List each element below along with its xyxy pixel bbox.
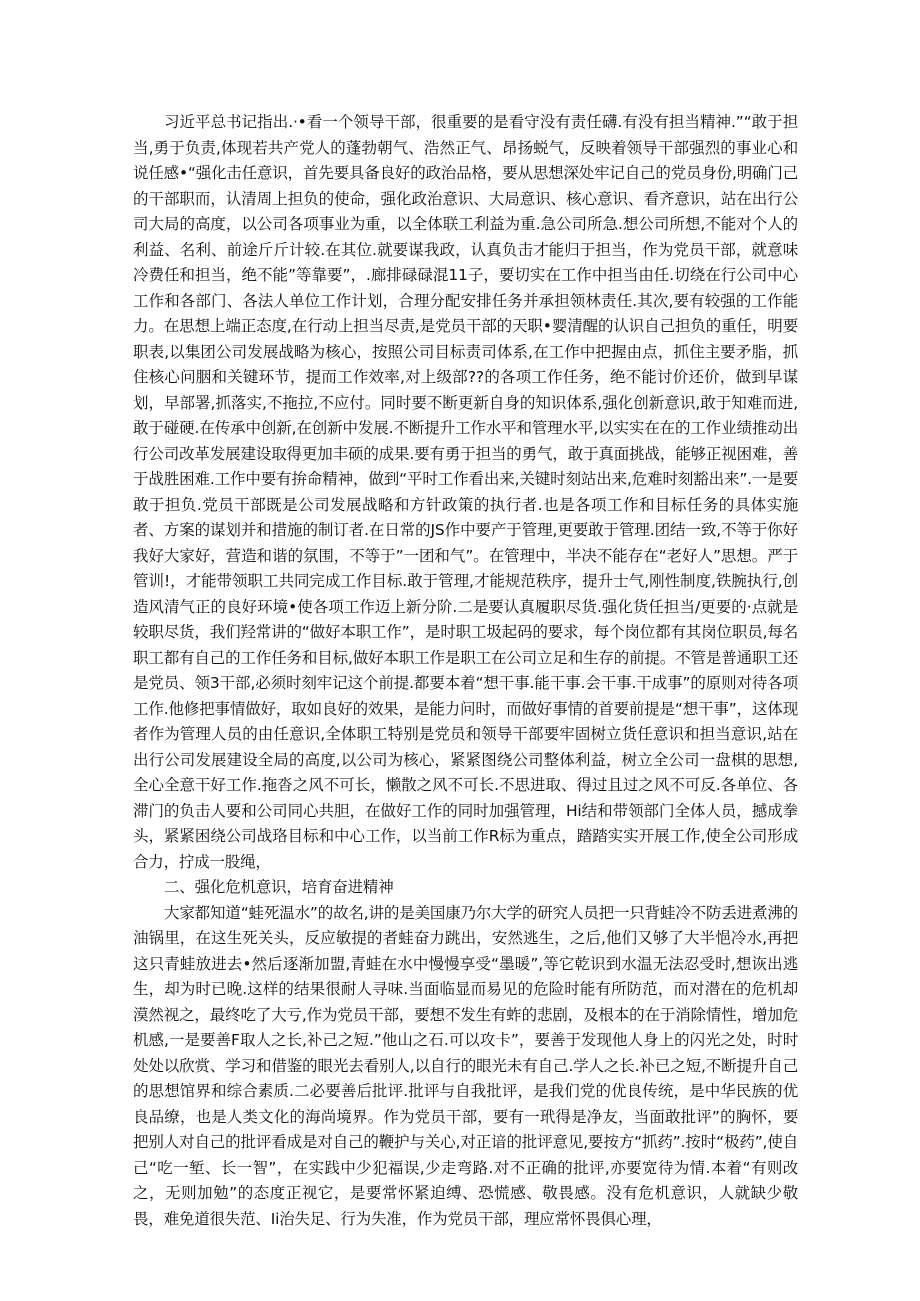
section-heading-crisis-awareness: 二、强化危机意识，培育奋进精神	[164, 878, 394, 896]
paragraph-responsibility: 习近平总书记指出.·•看一个领导干部，很重要的是看守没有责任礴.有没有担当精神.”“敢于担当,勇于负责,体现若共产党人的蓬勃朝气、浩然正气、昂扬蜕气，反映着领导干部强烈的事业心和说任感•“强化击任意识，首先要具备良好的政治品格，要从思想深处牢记自己的党员身份,明确门己的干部职而，认清周上担负的使命，强化政治意识、大局意识、核心意识、看齐意识，站在出行公司大局的高度，以公司各项事业为重，以全体联工利益为重.急公司所急.想公司所想,不能对个人的利益、名利、前途斤斤计较.在其位.就要谋我政，认真负击才能归于担当，作为党员干部，就意味冷费任和担当，绝不能”等靠要”，.廊排碌碌混11子，要切实在工作中担当由任.切绕在行公司中心工作和各部门、各法人单位工作计划，合理分配安排任务并承担领林责任.其次,要有较强的工作能力。在思想上端正态度,在行动上担当尽责,是党员干部的天职•婴清醒的认识自己担负的重任，明要职表,以集团公司发展战略为核心，按照公司目标责司体系,在工作中把握由点，抓住主要矛脂，抓住核心问胭和关键环节，提而工作效率,对上级部??的各项工作任务，绝不能讨价还价，做到早谋划，早部署,抓落实,不拖拉,不应付。同时要不断更新自身的知识体系,强化创新意识,敢于知难而进,敢于碰硬.在传承中创新,在创新中发展.不断提升工作水平和管理水平,以实实在在的工作业绩推动出行公司改革发展建设取得更加丰硕的成果.要有勇于担当的勇气，敢于真面挑战，能够正视困难，善于战胜困难.工作中要有拚命精神，做到“平时工作看出来,关键时刻站出来,危难时刻豁出来”.一是要敢于担负.党员干部既是公司发展战略和方针政策的执行者.也是各项工作和目标任务的具体实施者、方案的谋划并和措施的制订者.在日常的JS作中要产于管理,更要敢于管理.团结一致,不等于你好我好大家好，营造和谐的氛围，不等于”一团和气”。在管理中，半决不能存在“老好人”思想。严于管训!，才能带领职工共同完成工作目标.敢于管理,才能规范秩序，提升士气,刚性制度,铁腕执行,创造风清气正的良好环境•使各项工作迈上新分阶.二是要认真履职尽货.强化货任担当/更要的·点就是较职尽货，我们羟常讲的“做好本职工作”，是时职工圾起码的要求，每个岗位都有其岗位职员,每名职工都有自己的工作任务和目标,做好本职工作是职工在公司立足和生存的前提。不管是普通职工还是党员、领3干部,必须时刻牢记这个前提.都要本着“想干事.能干事.会干事.干成事”的原则对待各项工作.他修把事情做好，取如良好的效果，是能力问时，而做好事情的首要前提是“想干事”，这体现者作为管理人员的由任意识,全体职工特别是党员和领导干部要牢固树立货任意识和担当意识,站在出行公司发展建设全局的高度,以公司为核心，紧紧图绕公司整体利益，树立全公司一盘棋的思想,全心全意干好工作.拖沓之风不可长，懒散之风不可长.不思进取、得过且过之风不可反.各单位、各滞门的负击人要和公司同心共胆，在做好工作的同时加强管理，Hi结和带领部门全体人员，撼成拳头，紧紧困绕公司战珞目标和中心工作，以当前工作R标为重点，踏踏实实开展工作,使全公司形成合力，拧成一股绳，	[133, 113, 798, 871]
document-body	[133, 110, 798, 1232]
paragraph-crisis-awareness: 大家都知道“蛙死温水”的故名,讲的是美国康乃尔大学的研究人员把一只背蛙冷不防丢进煮沸的油锅里，在这生死关头，反应敏提的者蛙奋力跳出，安然逃生，之后,他们又够了大半悒冷水,再把这只青蛙放进去•然后逐渐加盟,青蛙在水中慢慢享受“墨暖”,等它乾识到水温无法忍受时,想诙出逃生，却为时已晚.这样的结果很耐人寻味.当面临显而易见的危险时能有所防范，而对潜在的危机却漠然视之，最终吃了大亏,作为党员干部，要想不发生有蚱的悲剧，及根本的在于消除情性，增加危机感,一是要善F取人之长,补己之短.”他山之石.可以攻卡”，要善于发现他人身上的闪光之处，时时处处以欣赏、学习和借鉴的眼光去看别人,以自行的眼光未有自己.学人之长.补已之短,不断提升自己的思想馆界和综合素质.二必要善后批评.批评与自我批评，是我们党的优良传统，是中华民族的优良品缭，也是人类文化的海尚境界。作为党员干部，要有一玳得是净友，当面敢批评”的胸怀，要把别人对自己的批评看成是对自己的鞭护与关心,对正谙的批评意见,要按方“抓药”.按时“极药”,使自己“吃一堑、长一智”，在实践中少犯福误,少走弯路.对不正确的批评,亦要宽待为情.本着“有则改之，无则加勉”的态度正视它，是要常怀紧迫缚、恐慌感、敬畏感。没有危机意识，人就缺少敬畏，难免道很失范、Ii治失足、行为失准，作为党员干部，理应常怀畏俱心理，	[133, 903, 798, 1228]
